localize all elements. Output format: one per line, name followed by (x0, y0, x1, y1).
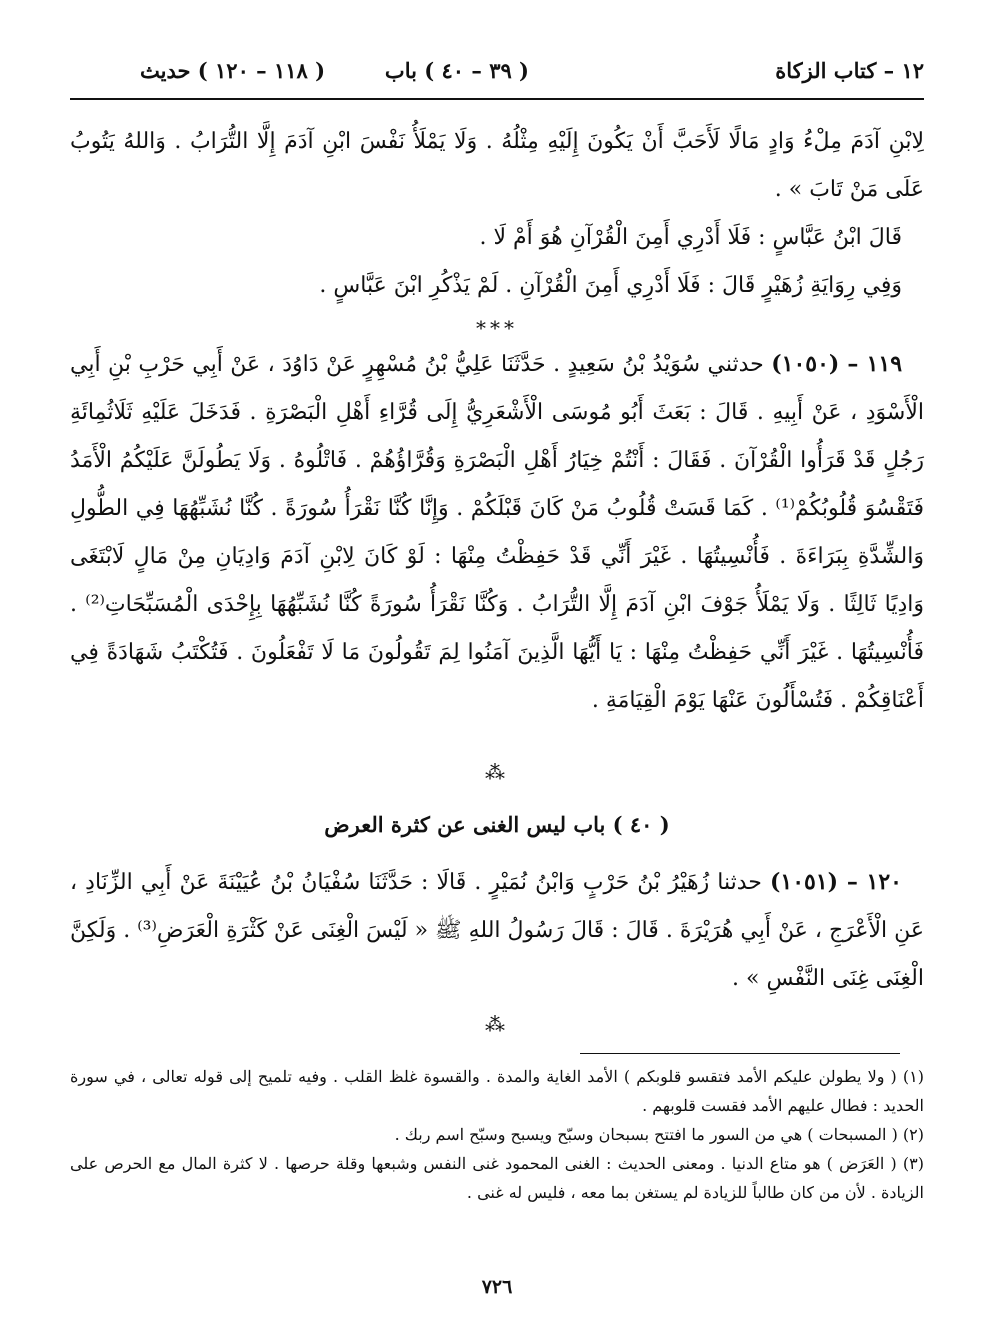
ibn-abbas-remark: قَالَ ابْنُ عَبَّاسٍ : فَلَا أَدْرِي أَمِنَ الْقُرْآنِ هُوَ أَمْ لَا . (479, 225, 902, 250)
hadith-120-number: ١٢٠ – (١٠٥١) (769, 869, 902, 895)
chapter-heading: ( ٤٠ ) باب ليس الغنى عن كثرة العرض (324, 812, 670, 837)
footnotes (70, 1062, 924, 1207)
page-number: ٧٢٦ (481, 1276, 513, 1298)
continuation-text: لِابْنِ آدَمَ مِلْءُ وَادٍ مَالًا لَأَحَبَّ أَنْ يَكُونَ إِلَيْهِ مِثْلُهُ . وَلَا يَمْلَأُ نَفْسَ ابْنِ آدَمَ إِلَّا التُّرَابُ . وَاللهُ يَتُوبُ عَلَى مَنْ تَابَ » . (70, 129, 924, 202)
header-rule (70, 98, 924, 100)
hadith-119-text: حدثني سُوَيْدُ بْنُ سَعِيدٍ . حَدَّثَنَا عَلِيُّ بْنُ مُسْهِرٍ عَنْ دَاوُدَ ، عَنْ أَبِي حَرْبِ بْنِ أَبِي الْأَسْوَدِ ، عَنْ أَبِيهِ . قَالَ : بَعَثَ أَبُو مُوسَى الْأَشْعَرِيُّ إِلَى قُرَّاءِ أَهْلِ الْبَصْرَةِ . فَدَخَلَ عَلَيْهِ ثَلَاثُمِائَةِ رَجُلٍ قَدْ قَرَأُوا الْقُرْآنَ . فَقَالَ : أَنْتُمْ خِيَارُ أَهْلِ الْبَصْرَةِ وَقُرَّاؤُهُمْ . فَاتْلُوهُ . وَلَا يَطُولَنَّ عَلَيْكُمُ الْأَمَدُ فَتَقْسُوَ قُلُوبُكُمْ⁽¹⁾ . كَمَا قَسَتْ قُلُوبُ مَنْ كَانَ قَبْلَكُمْ . وَإِنَّا كُنَّا نَقْرَأُ سُورَةً . كُنَّا نُشَبِّهُهَا فِي الطُّولِ وَالشِّدَّةِ بِبَرَاءَةَ . فَأُنْسِيتُهَا . غَيْرَ أَنِّي قَدْ حَفِظْتُ مِنْهَا : لَوْ كَانَ لِابْنِ آدَمَ وَادِيَانِ مِنْ مَالٍ لَابْتَغَى وَادِيًا ثَالِثًا . وَلَا يَمْلَأُ جَوْفَ ابْنِ آدَمَ إِلَّا التُّرَابُ . وَكُنَّا نَقْرَأُ سُورَةً كُنَّا نُشَبِّهُهَا بِإِحْدَى الْمُسَبِّحَاتِ⁽²⁾ . فَأُنْسِيتُهَا . غَيْرَ أَنِّي حَفِظْتُ مِنْهَا : يَا أَيُّهَا الَّذِينَ آمَنُوا لِمَ تَقُولُونَ مَا لَا تَفْعَلُونَ . فَتُكْتَبُ شَهَادَةً فِي أَعْنَاقِكُمْ . فَتُسْأَلُونَ عَنْهَا يَوْمَ الْقِيَامَةِ . (70, 352, 924, 713)
zuhair-narration: وَفِي رِوَايَةِ زُهَيْرٍ قَالَ : فَلَا أَدْرِي أَمِنَ الْقُرْآنِ . لَمْ يَذْكُرِ ابْنَ عَبَّاسٍ . (319, 273, 902, 298)
section-separator: ⁂ (485, 1012, 509, 1036)
footnote-3: (٣) ( العَرَض ) هو متاع الدنيا . ومعنى الحديث : الغنى المحمود غنى النفس وشبعها وقلة حرصها . لا كثرة المال مع الحرص على الزيادة . لأن من كان طالباً للزيادة لم يستغن بما معه ، فليس له غنى . (70, 1154, 924, 1202)
hadith-119-number: ١١٩ – (١٠٥٠) (771, 351, 903, 377)
header-hadith-range: ( ١١٨ – ١٢٠ ) حديث (140, 58, 326, 83)
header-book-title: ١٢ – كتاب الزكاة (775, 58, 924, 83)
footnote-rule (580, 1053, 900, 1054)
hadith-119 (70, 340, 924, 725)
section-separator: *** (476, 316, 518, 340)
section-separator: ⁂ (485, 760, 509, 784)
hadith-120-text: حدثنا زُهَيْرُ بْنُ حَرْبٍ وَابْنُ نُمَيْرٍ . قَالَا : حَدَّثَنَا سُفْيَانُ بْنُ عُيَيْنَةَ عَنْ أَبِي الزِّنَادِ ، عَنِ الْأَعْرَجِ ، عَنْ أَبِي هُرَيْرَةَ . قَالَ : قَالَ رَسُولُ اللهِ ﷺ « لَيْسَ الْغِنَى عَنْ كَثْرَةِ الْعَرَضِ⁽³⁾ . وَلَكِنَّ الْغِنَى غِنَى النَّفْسِ » . (70, 870, 924, 991)
header-chapter-range: ( ٣٩ – ٤٠ ) باب (384, 58, 529, 83)
footnote-1: (١) ( ولا يطولن عليكم الأمد فتقسو قلوبكم ) الأمد الغاية والمدة . والقسوة غلظ القلب . وفيه تلميح إلى قوله تعالى ، في سورة الحديد : فطال عليهم الأمد فقست قلوبهم . (70, 1067, 924, 1115)
hadith-120 (70, 858, 924, 1003)
footnote-2: (٢) ( المسبحات ) هي من السور ما افتتح بسبحان وسبّح ويسبح وسبّح اسم ربك . (394, 1125, 924, 1144)
hadith-continuation (70, 118, 924, 310)
running-header (70, 52, 924, 96)
